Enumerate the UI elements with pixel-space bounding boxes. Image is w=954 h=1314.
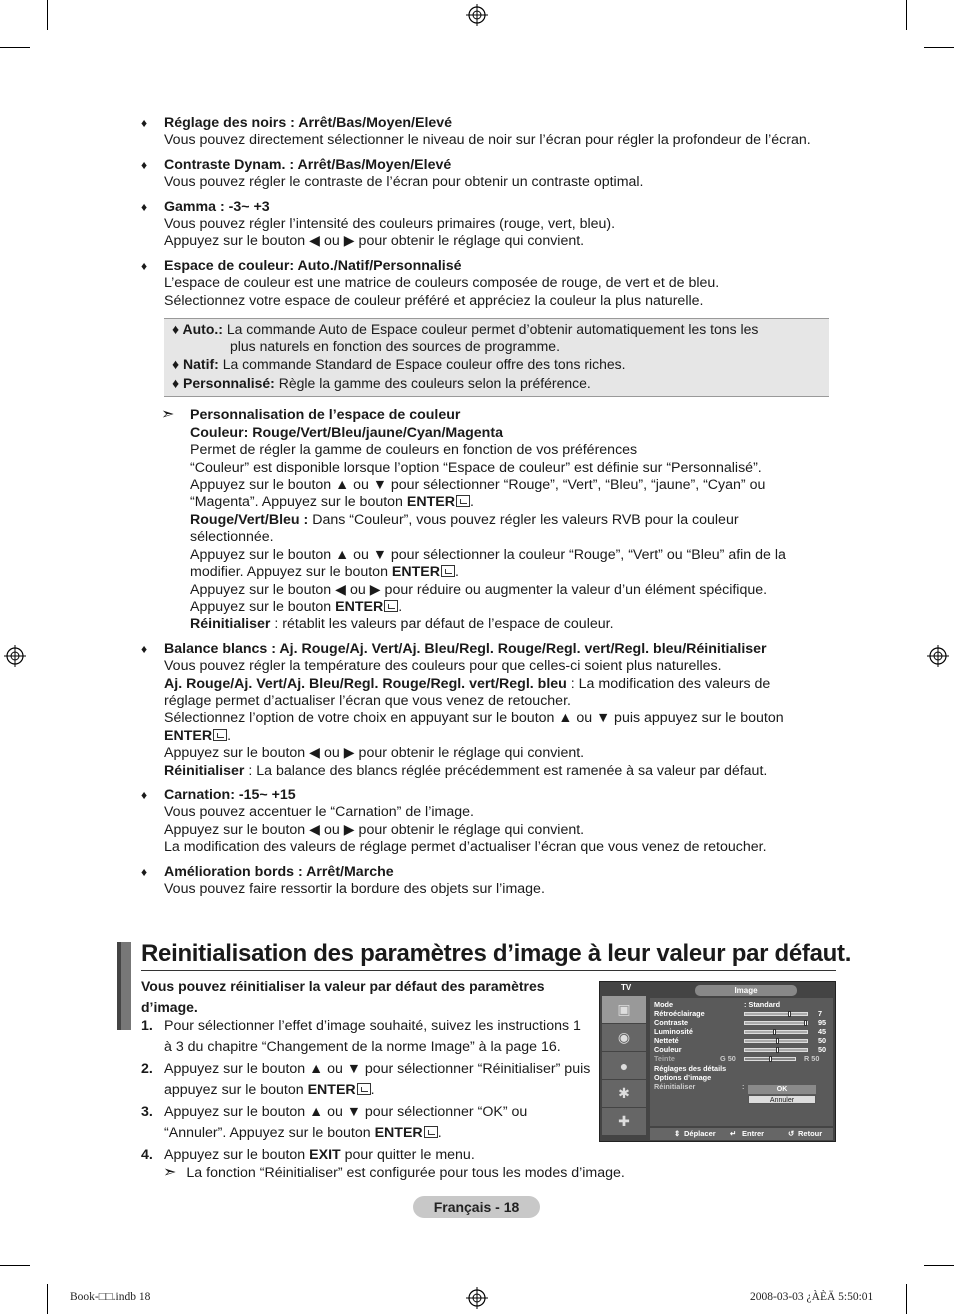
slider-thumb (804, 1020, 807, 1026)
bullet-text: : La modification des valeurs de (570, 675, 771, 692)
ok-option: OK (748, 1085, 816, 1094)
final-note (163, 1164, 625, 1182)
footer-move: Déplacer (684, 1129, 716, 1138)
reset-label: Réinitialiser (190, 616, 271, 633)
option-label: ♦ Auto.: (172, 321, 223, 338)
enter-icon (213, 729, 227, 741)
registration-mark-icon (4, 645, 26, 667)
slider-thumb (773, 1029, 776, 1035)
section-intro: Vous pouvez réinitialiser la valeur par défaut des paramètres d’image. (141, 978, 545, 1015)
footer-enter: Entrer (742, 1129, 765, 1138)
footer-file-info: Book-□□.indb 18 (70, 1291, 151, 1303)
note-arrow-icon: ➣ (163, 1164, 177, 1181)
crop-mark (906, 1284, 907, 1314)
enter-icon (441, 565, 455, 577)
enter-key-label: ENTER (374, 1125, 423, 1141)
step-item: 2. Appuyez sur le bouton ▲ ou ▼ pour sélectionner “Réinitialiser” puis appuyez sur le bouton ENTER . (141, 1061, 591, 1098)
bullet-text-line (164, 676, 841, 693)
note-text: Permet de régler la gamme de couleurs en fonction de vos préférences (190, 442, 638, 459)
registration-mark-icon (466, 1287, 488, 1309)
slider-bar (744, 1030, 808, 1034)
enter-icon (456, 495, 470, 507)
crop-mark (0, 47, 30, 48)
step-item: 3. Appuyez sur le bouton ▲ ou ▼ pour sélectionner “OK” ou “Annuler”. Appuyez sur le bouton ENTER . (141, 1104, 528, 1141)
slider-thumb (776, 1047, 779, 1053)
option-label: ♦ Natif: (172, 356, 219, 373)
note-text: “Magenta”. Appuyez sur le bouton (190, 494, 403, 511)
bullet-text: Sélectionnez votre espace de couleur préféré et appréciez la couleur la plus naturelle. (164, 292, 704, 309)
enter-icon (384, 600, 398, 612)
bullet-text: Vous pouvez régler l’intensité des couleurs primaires (rouge, vert, bleu). (164, 216, 616, 233)
option-text: La commande Standard de Espace couleur offre des tons riches. (222, 356, 626, 373)
bullet-text: Sélectionnez l’option de votre choix en appuyant sur le bouton ▲ ou ▼ puis appuyez sur le bouton (164, 710, 784, 727)
row-label: Mode (654, 1000, 674, 1009)
bullet-text: Vous pouvez régler le contraste de l’écran pour obtenir un contraste optimal. (164, 174, 644, 191)
bullet-text: Vous pouvez accentuer le “Carnation” de l’image. (164, 804, 474, 821)
note-subtitle: Couleur: Rouge/Vert/Bleu/jaune/Cyan/Magenta (190, 424, 503, 441)
cancel-option: Annuler (748, 1095, 816, 1104)
note-text-line (190, 512, 841, 529)
row-label: Luminosité (654, 1027, 693, 1036)
enter-key-label: ENTER (335, 598, 384, 615)
crop-mark (924, 1265, 954, 1266)
crop-mark (924, 47, 954, 48)
row-colon: : (742, 1082, 745, 1091)
diamond-bullet-icon: ♦ (141, 641, 148, 656)
row-label: Netteté (654, 1036, 679, 1045)
menu-row: Options d’image (654, 1073, 712, 1082)
registration-mark-icon (927, 645, 949, 667)
row-value: 50 (818, 1036, 827, 1045)
row-label: Teinte (654, 1054, 675, 1063)
row-value: 50 (818, 1045, 827, 1054)
page-number-badge: Français - 18 (413, 1196, 540, 1218)
menu-panel (650, 998, 833, 1126)
diamond-bullet-icon: ♦ (141, 116, 148, 130)
rvb-label: Rouge/Vert/Bleu : (190, 511, 309, 528)
bullet-item (141, 641, 841, 780)
enter-key-label: ENTER (307, 1082, 356, 1098)
enter-key-label: ENTER (406, 494, 455, 511)
option-text: Règle la gamme des couleurs selon la préférence. (278, 374, 591, 391)
menu-row (654, 1027, 827, 1036)
step-number: 4. (141, 1147, 153, 1163)
bullet-item (141, 115, 841, 150)
note-text: Appuyez sur le bouton (190, 598, 332, 615)
step-number: 3. (141, 1104, 153, 1120)
bullet-title: Amélioration bords : Arrêt/Marche (164, 863, 394, 880)
section-rule (141, 970, 836, 971)
slider-bar (744, 1021, 808, 1025)
input-icon: ✚ (602, 1108, 646, 1135)
crop-mark (906, 0, 907, 30)
option-label: ♦ Personnalisé: (172, 374, 275, 391)
section-bar (117, 942, 131, 1030)
bullet-text: Appuyez sur le bouton ◀ ou ▶ pour obtenir le réglage qui convient. (164, 745, 585, 762)
registration-mark-icon (466, 4, 488, 26)
bullet-title: Carnation: -15~ +15 (164, 786, 296, 803)
bullet-title: Réglage des noirs : Arrêt/Bas/Moyen/Elevé (164, 115, 453, 131)
bullet-item (141, 199, 841, 251)
sound-icon: ◉ (602, 1024, 646, 1051)
note-text: : rétablit les valeurs par défaut de l’espace de couleur. (274, 616, 614, 633)
menu-title: Image (695, 985, 797, 996)
row-value: 95 (818, 1018, 827, 1027)
slider-thumb (788, 1011, 791, 1017)
step-text: Appuyez sur le bouton (164, 1147, 306, 1163)
menu-row (654, 1045, 827, 1054)
note-text: Appuyez sur le bouton ◀ ou ▶ pour réduire ou augmenter la valeur d’un élément spécifique. (190, 581, 768, 598)
row-label: Rétroéclairage (654, 1009, 705, 1018)
bullet-item (141, 157, 841, 192)
note-title: Personnalisation de l’espace de couleur (190, 407, 461, 424)
diamond-bullet-icon: ♦ (141, 157, 148, 172)
bullet-text: Vous pouvez directement sélectionner le niveau de noir sur l’écran pour régler la profondeur de l’écran. (164, 132, 811, 149)
bullet-title: Gamma : -3~ +3 (164, 198, 270, 215)
note-text: modifier. Appuyez sur le bouton (190, 564, 388, 581)
steps-list (141, 1016, 591, 1167)
note-text-line: Appuyez sur le bouton ENTER . (190, 598, 403, 615)
diamond-bullet-icon: ♦ (141, 787, 148, 802)
step-text: Appuyez sur le bouton ▲ ou ▼ pour sélectionner “OK” ou “Annuler”. Appuyez sur le bouton (164, 1104, 528, 1141)
step-number: 2. (141, 1061, 153, 1077)
row-label: Couleur (654, 1045, 682, 1054)
bullet-item (141, 258, 841, 310)
option-natif (172, 356, 823, 373)
setup-icon: ✱ (602, 1080, 646, 1107)
menu-footer (650, 1128, 833, 1140)
footer-return: Retour (798, 1129, 823, 1138)
teinte-r: R 50 (804, 1054, 820, 1063)
menu-row: Réglages des détails (654, 1064, 727, 1073)
crop-mark (0, 1265, 30, 1266)
bullet-text: L’espace de couleur est une matrice de couleurs composée de rouge, de vert et de bleu. (164, 275, 720, 292)
reset-label: Réinitialiser (164, 762, 245, 779)
note-text: sélectionnée. (190, 529, 274, 546)
footer-timestamp: 2008-03-03 ¿ÀÈÄ 5:50:01 (750, 1291, 874, 1303)
channel-icon: ● (602, 1052, 646, 1079)
slider-bar (744, 1012, 808, 1016)
enter-small-icon: ↵ (730, 1129, 737, 1138)
step-item (141, 1145, 591, 1166)
bullet-title: Espace de couleur: Auto./Natif/Personnalisé (164, 257, 462, 274)
menu-row (654, 1018, 827, 1027)
bullet-text: : La balance des blancs réglée précédemment est ramenée à sa valeur par défaut. (248, 762, 768, 779)
row-value: : Standard (744, 1000, 781, 1009)
bullet-title: Contraste Dynam. : Arrêt/Bas/Moyen/Elevé (164, 156, 452, 173)
menu-row-mode (654, 1000, 781, 1009)
menu-row-teinte (654, 1054, 820, 1063)
step-text: Pour sélectionner l’effet d’image souhaité, suivez les instructions 1 à 3 du chapitre “Changement de la norme Image” à la page 16. (164, 1018, 581, 1055)
enter-key-label: ENTER (164, 727, 213, 744)
bullet-text: La modification des valeurs de réglage permet d’actualiser l’écran que vous venez de retoucher. (164, 839, 767, 856)
enter-key-label: ENTER (391, 564, 441, 581)
note-text: Dans “Couleur”, vous pouvez régler les valeurs RVB pour la couleur (312, 511, 739, 528)
bullet-text: Appuyez sur le bouton ◀ ou ▶ pour obtenir le réglage qui convient. (164, 233, 585, 250)
menu-row (654, 1036, 827, 1045)
row-value: 7 (818, 1009, 823, 1018)
note-text: Appuyez sur le bouton ▲ ou ▼ pour sélectionner “Rouge”, “Vert”, “Bleu”, “jaune”, “Cyan” ou (190, 477, 766, 494)
picture-icon: ▣ (602, 996, 646, 1023)
bullet-item (141, 864, 841, 899)
step-number: 1. (141, 1018, 153, 1034)
row-value: 45 (818, 1027, 827, 1036)
crop-mark (47, 1284, 48, 1314)
note-text-line: modifier. Appuyez sur le bouton ENTER . (190, 564, 459, 581)
note-block (141, 407, 841, 633)
move-icon: ⇕ (674, 1129, 681, 1138)
bullet-text-line (164, 763, 841, 780)
tv-menu-screenshot (599, 981, 836, 1142)
row-label: Contraste (654, 1018, 689, 1027)
slider-thumb (776, 1038, 779, 1044)
note-text-line (190, 616, 841, 633)
section-heading: Reinitialisation des paramètres d’image à leur valeur par défaut. (141, 940, 852, 967)
diamond-bullet-icon: ♦ (141, 199, 148, 214)
bullet-text: Vous pouvez faire ressortir la bordure des objets sur l’image. (164, 881, 545, 897)
final-note-text: La fonction “Réinitialiser” est configurée pour tous les modes d’image. (186, 1165, 625, 1181)
bullet-title: Balance blancs : Aj. Rouge/Aj. Vert/Aj. Bleu/Regl. Rouge/Regl. vert/Regl. bleu/Réinitialiser (164, 640, 767, 657)
teinte-slider (744, 1057, 796, 1061)
main-content (141, 115, 841, 905)
bullet-text: Appuyez sur le bouton ◀ ou ▶ pour obtenir le réglage qui convient. (164, 821, 585, 838)
row-label: Réinitialiser (654, 1082, 696, 1091)
option-personnalise (172, 375, 823, 392)
menu-row-reset (654, 1082, 745, 1091)
bullet-text-line: ENTER . (164, 727, 232, 744)
enter-icon (357, 1083, 371, 1095)
note-arrow-icon: ➣ (161, 406, 175, 424)
step-text: Appuyez sur le bouton ▲ ou ▼ pour sélectionner “Réinitialiser” puis appuyez sur le bouton (164, 1061, 591, 1098)
teinte-g: G 50 (720, 1054, 736, 1063)
tv-label: TV (621, 983, 632, 992)
slider-bar (744, 1039, 808, 1043)
enter-icon (424, 1126, 438, 1138)
step-text: pour quitter le menu. (344, 1147, 475, 1163)
bullet-text: réglage permet d’actualiser l’écran que vous venez de retoucher. (164, 692, 571, 709)
note-text-line: “Magenta”. Appuyez sur le bouton ENTER . (190, 494, 474, 511)
option-text: La commande Auto de Espace couleur permet d’obtenir automatiquement les tons les (226, 321, 759, 338)
option-text: plus naturels en fonction des sources de programme. (230, 337, 560, 354)
return-icon: ↺ (788, 1129, 795, 1138)
menu-row (654, 1009, 823, 1018)
menu-icon-column (602, 996, 646, 1137)
option-auto (172, 321, 823, 354)
slider-bar (744, 1048, 808, 1052)
note-text: Appuyez sur le bouton ▲ ou ▼ pour sélectionner la couleur “Rouge”, “Vert” ou “Bleu” afin de la (190, 546, 786, 563)
color-space-options-box (164, 318, 829, 397)
exit-key-label: EXIT (309, 1147, 341, 1163)
slider-thumb (769, 1056, 772, 1062)
bullet-item (141, 787, 841, 857)
crop-mark (47, 0, 48, 30)
note-text: “Couleur” est disponible lorsque l’option “Espace de couleur” est définie sur “Personnalisé”. (190, 459, 762, 476)
adj-label: Aj. Rouge/Aj. Vert/Aj. Bleu/Regl. Rouge/Regl. vert/Regl. bleu (164, 675, 567, 692)
step-item (141, 1016, 591, 1058)
diamond-bullet-icon: ♦ (141, 864, 148, 879)
bullet-text: Vous pouvez régler la température des couleurs pour que celles-ci soient plus naturelles. (164, 658, 722, 675)
diamond-bullet-icon: ♦ (141, 258, 148, 273)
